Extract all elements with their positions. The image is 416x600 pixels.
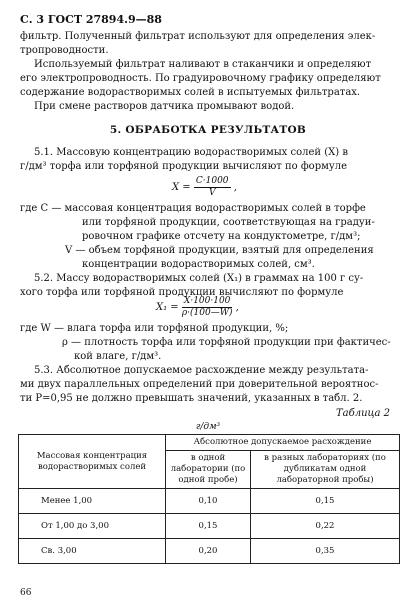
subheader-one-lab: в одной лаборатории (по одной пробе)	[166, 451, 251, 489]
formula-2-numerator: X·100·100	[182, 296, 233, 308]
formula-1-tail: ,	[233, 182, 237, 193]
col-group-header: Абсолютное допускаемое расхождение	[166, 435, 400, 451]
table-row	[19, 489, 400, 514]
clause-5-3-line1: 5.3. Абсолютное допускаемое расхождение между результата-	[34, 365, 369, 376]
formula-1-numerator: C·1000	[195, 176, 229, 186]
formula-1-fraction	[194, 176, 231, 199]
where1-line4: V — объем торфяной продукции, взятый для определения	[65, 245, 374, 256]
subheader-different-labs: в разных лабораториях (по дубликатам одной лабораторной пробы)	[251, 451, 400, 489]
where1-line2: или торфяной продукции, соответствующая на градуи-	[82, 217, 375, 228]
where2-line3: кой влаге, г/дм³.	[74, 351, 162, 362]
para2-line2: его электропроводность. По градуировочному графику определяют	[20, 73, 381, 84]
row-value-different-labs: 0,15	[251, 489, 400, 514]
results-table	[18, 434, 400, 564]
formula-1-denominator: V	[208, 188, 216, 198]
para2-line1: Используемый фильтрат наливают в стаканчики и определяют	[34, 59, 372, 70]
para1-line1: фильтр. Полученный фильтрат используют для определения элек-	[20, 31, 376, 42]
formula-1	[172, 176, 237, 199]
page-number: 66	[20, 588, 32, 598]
table-units: г/дм³	[195, 422, 221, 432]
where1-line3: ровочном графике отсчету на кондуктометре, г/дм³;	[82, 231, 361, 242]
clause-5-3-line2: ми двух параллельных определений при доверительной вероятнос-	[20, 379, 379, 390]
where2-line2: ρ — плотность торфа или торфяной продукции при фактичес-	[62, 337, 391, 348]
row-value-one-lab: 0,20	[166, 539, 251, 564]
formula-2-denominator: ρ·(100—W)	[181, 308, 233, 318]
clause-5-3-line3: ти P=0,95 не должно превышать значений, указанных в табл. 2.	[20, 393, 363, 404]
row-value-different-labs: 0,22	[251, 514, 400, 539]
page-header: С. 3 ГОСТ 27894.9—88	[20, 13, 162, 26]
formula-2-tail: ,	[235, 302, 239, 313]
formula-2-lhs: X₁ =	[156, 302, 179, 313]
table-row	[19, 539, 400, 564]
row-label: От 1,00 до 3,00	[19, 514, 166, 539]
para2-line3: содержание водорастворимых солей в испытуемых фильтратах.	[20, 87, 361, 98]
where2-line1: где W — влага торфа или торфяной продукции, %;	[20, 323, 289, 334]
table-row	[19, 514, 400, 539]
row-value-one-lab: 0,10	[166, 489, 251, 514]
clause-5-1-line1: 5.1. Массовую концентрацию водорастворимых солей (X) в	[34, 147, 348, 158]
where1-line5: концентрации водорастворимых солей, см³.	[82, 259, 315, 270]
row-label: Менее 1,00	[19, 489, 166, 514]
row-value-one-lab: 0,15	[166, 514, 251, 539]
clause-5-1-line2: г/дм³ торфа или торфяной продукции вычисляют по формуле	[20, 161, 348, 172]
row-value-different-labs: 0,35	[251, 539, 400, 564]
para3-line1: При смене растворов датчика промывают водой.	[34, 101, 295, 112]
table-caption: Таблица 2	[335, 408, 390, 419]
formula-2	[156, 296, 239, 319]
row-label: Св. 3,00	[19, 539, 166, 564]
col-header-concentration: Массовая концентрация водорастворимых солей	[19, 435, 166, 489]
para1-line2: тропроводности.	[20, 45, 109, 56]
clause-5-2-line1: 5.2. Массу водорастворимых солей (X₁) в граммах на 100 г су-	[34, 273, 364, 284]
where1-line1: где C — массовая концентрация водорастворимых солей в торфе	[20, 203, 366, 214]
formula-2-fraction	[182, 296, 233, 319]
clause-5-2-line2: хого торфа или торфяной продукции вычисляют по формуле	[20, 287, 344, 298]
section-title: 5. ОБРАБОТКА РЕЗУЛЬТАТОВ	[109, 124, 307, 136]
formula-1-lhs: X =	[172, 182, 191, 193]
